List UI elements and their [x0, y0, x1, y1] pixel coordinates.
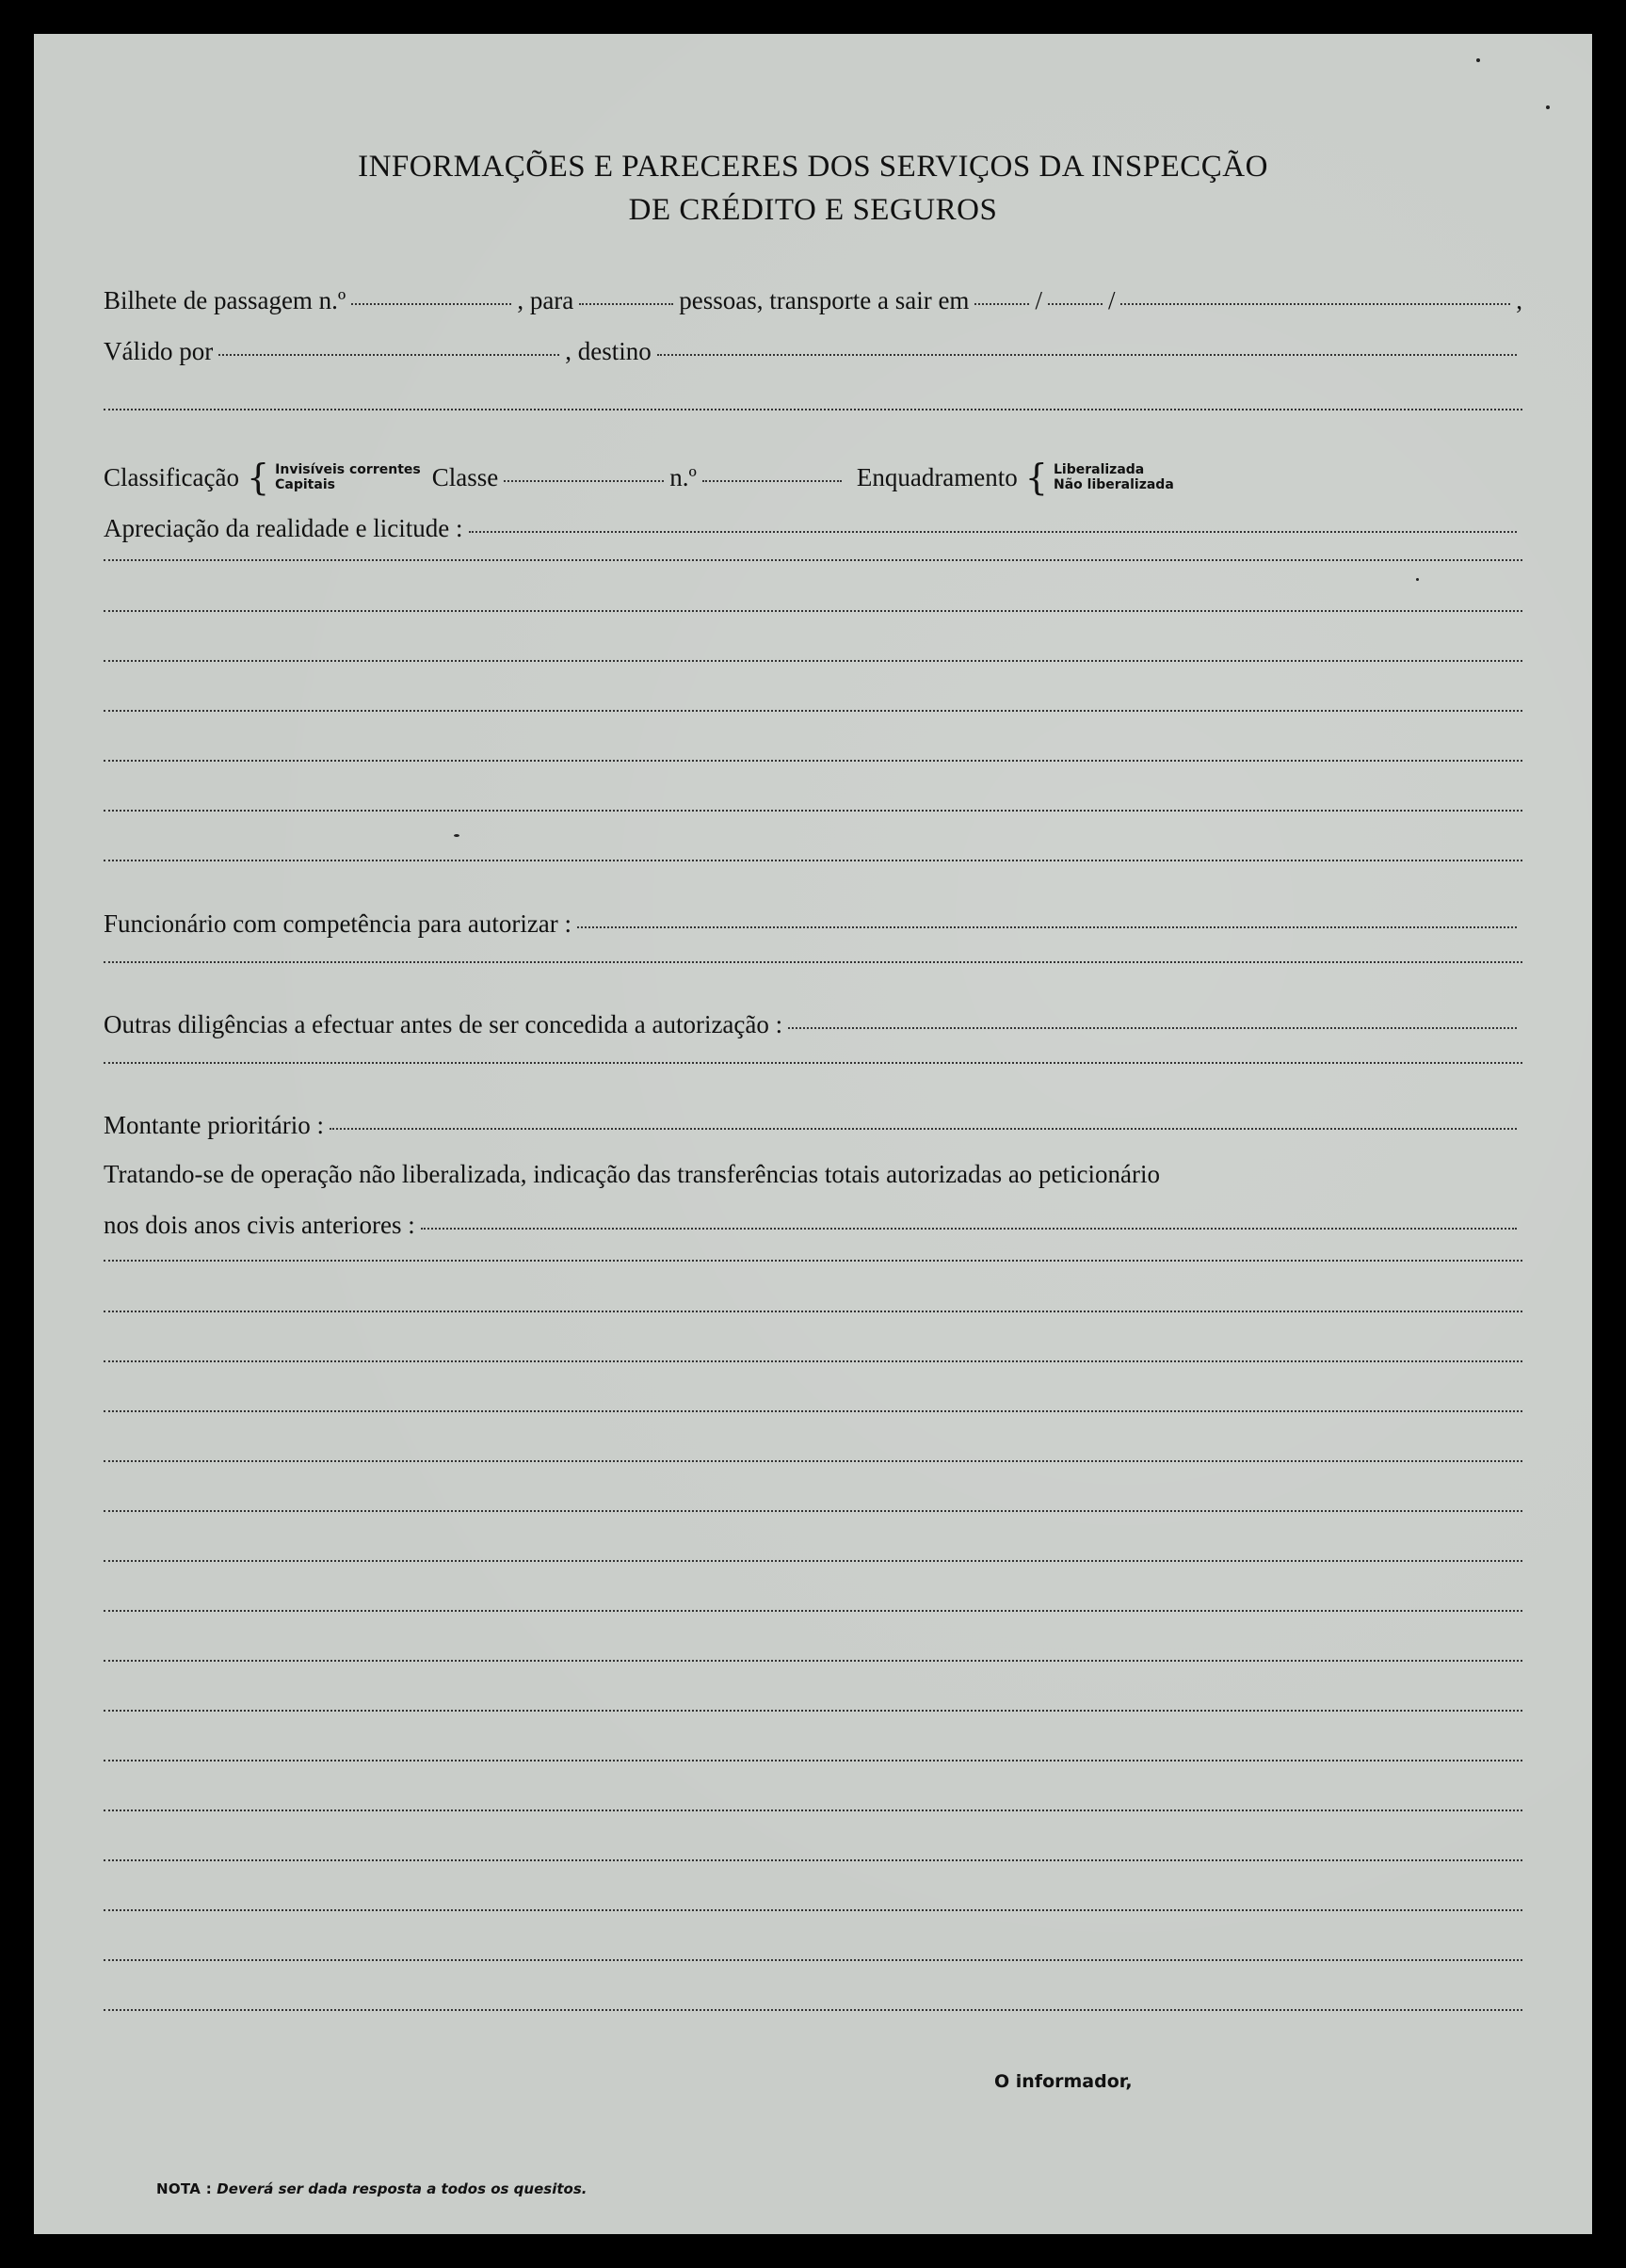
bilhete-row	[104, 286, 1522, 315]
apreciacao-line[interactable]	[104, 860, 1522, 861]
destino-continuation-line[interactable]	[104, 409, 1522, 410]
numero-label: n.º	[669, 463, 697, 491]
footnote-label: NOTA :	[156, 2180, 213, 2197]
brace-icon: {	[246, 457, 270, 498]
enquadramento-label: Enquadramento	[856, 463, 1018, 491]
destino-label: , destino	[565, 337, 652, 365]
footnote-text: Deverá ser dada resposta a todos os quesitos.	[217, 2180, 588, 2197]
tratando-label-line2: nos dois anos civis anteriores :	[104, 1211, 415, 1239]
montante-label: Montante prioritário :	[104, 1111, 324, 1139]
classe-field[interactable]	[504, 480, 664, 482]
tratando-line[interactable]	[104, 1660, 1522, 1662]
diligencias-label: Outras diligências a efectuar antes de ser concedida a autorização :	[104, 1010, 783, 1038]
para-label: , para	[517, 286, 574, 314]
option-invisiveis[interactable]: Invisíveis correntes	[275, 462, 421, 477]
signature-label: O informador,	[994, 2071, 1133, 2092]
footnote	[156, 2180, 587, 2197]
apreciacao-line[interactable]	[104, 760, 1522, 762]
apreciacao-line[interactable]	[104, 610, 1522, 612]
classificacao-options	[246, 457, 421, 498]
classe-label: Classe	[431, 463, 499, 491]
tratando-line[interactable]	[104, 1909, 1522, 1911]
pessoas-count-field[interactable]	[579, 303, 673, 305]
montante-row	[104, 1111, 1522, 1140]
tratando-line[interactable]	[104, 1710, 1522, 1712]
apreciacao-line[interactable]	[104, 710, 1522, 712]
apreciacao-label: Apreciação da realidade e licitude :	[104, 514, 463, 542]
bleed-through-text	[712, 241, 735, 283]
funcionario-row	[104, 909, 1522, 939]
tratando-line[interactable]	[104, 1460, 1522, 1462]
paper-speck	[1476, 58, 1480, 62]
tratando-label-line1: Tratando-se de operação não liberalizada, indicação das transferências totais autorizadas ao peticionário	[104, 1160, 1161, 1188]
tratando-line[interactable]	[104, 1760, 1522, 1761]
tratando-line[interactable]	[104, 1360, 1522, 1362]
tratando-line[interactable]	[104, 1410, 1522, 1412]
date-month-field[interactable]	[1048, 303, 1103, 305]
apreciacao-row	[104, 514, 1522, 543]
date-separator-1: /	[1035, 286, 1042, 314]
tratando-line[interactable]	[104, 1510, 1522, 1512]
apreciacao-line[interactable]	[104, 559, 1522, 561]
numero-field[interactable]	[702, 480, 842, 482]
bilhete-end-comma: ,	[1516, 286, 1522, 314]
destino-field[interactable]	[657, 354, 1517, 356]
tratando-line[interactable]	[104, 2009, 1522, 2011]
option-liberalizada[interactable]: Liberalizada	[1053, 462, 1145, 477]
bilhete-number-field[interactable]	[351, 303, 511, 305]
tratando-line[interactable]	[104, 1610, 1522, 1612]
apreciacao-line[interactable]	[104, 660, 1522, 662]
montante-field[interactable]	[330, 1128, 1517, 1130]
paper-speck	[1416, 578, 1419, 581]
pessoas-label: pessoas, transporte a sair em	[679, 286, 970, 314]
tratando-line[interactable]	[104, 1260, 1522, 1262]
tratando-row-2	[104, 1211, 1522, 1240]
diligencias-line[interactable]	[104, 1062, 1522, 1064]
diligencias-row	[104, 1010, 1522, 1039]
valido-label: Válido por	[104, 337, 214, 365]
tratando-line[interactable]	[104, 1959, 1522, 1961]
classificacao-row	[104, 456, 1522, 498]
paper-speck	[1546, 105, 1550, 109]
option-nao-liberalizada[interactable]: Não liberalizada	[1053, 477, 1174, 492]
brace-icon: {	[1024, 457, 1048, 498]
date-day-field[interactable]	[974, 303, 1029, 305]
paper-speck	[454, 834, 459, 837]
tratando-line[interactable]	[104, 1311, 1522, 1312]
tratando-line[interactable]	[104, 1859, 1522, 1861]
date-separator-2: /	[1107, 286, 1116, 314]
funcionario-label: Funcionário com competência para autorizar :	[104, 909, 572, 938]
apreciacao-field[interactable]	[469, 531, 1517, 533]
tratando-field[interactable]	[421, 1228, 1517, 1230]
tratando-line[interactable]	[104, 1560, 1522, 1562]
enquadramento-options	[1024, 457, 1174, 498]
bilhete-label: Bilhete de passagem n.º	[104, 286, 346, 314]
tratando-line[interactable]	[104, 1810, 1522, 1811]
valido-field[interactable]	[218, 354, 559, 356]
funcionario-field[interactable]	[577, 926, 1517, 928]
form-sheet	[34, 34, 1592, 2234]
tratando-row-1	[104, 1160, 1522, 1189]
diligencias-field[interactable]	[788, 1027, 1517, 1029]
option-capitais[interactable]: Capitais	[275, 477, 335, 492]
valido-row	[104, 337, 1522, 366]
date-year-field[interactable]	[1120, 303, 1510, 305]
form-title-line1: INFORMAÇÕES E PARECERES DOS SERVIÇOS DA INSPECÇÃO	[358, 150, 1268, 184]
form-title-line2: DE CRÉDITO E SEGUROS	[628, 193, 998, 227]
apreciacao-line[interactable]	[104, 810, 1522, 812]
classificacao-label: Classificação	[104, 463, 239, 491]
funcionario-line[interactable]	[104, 961, 1522, 963]
